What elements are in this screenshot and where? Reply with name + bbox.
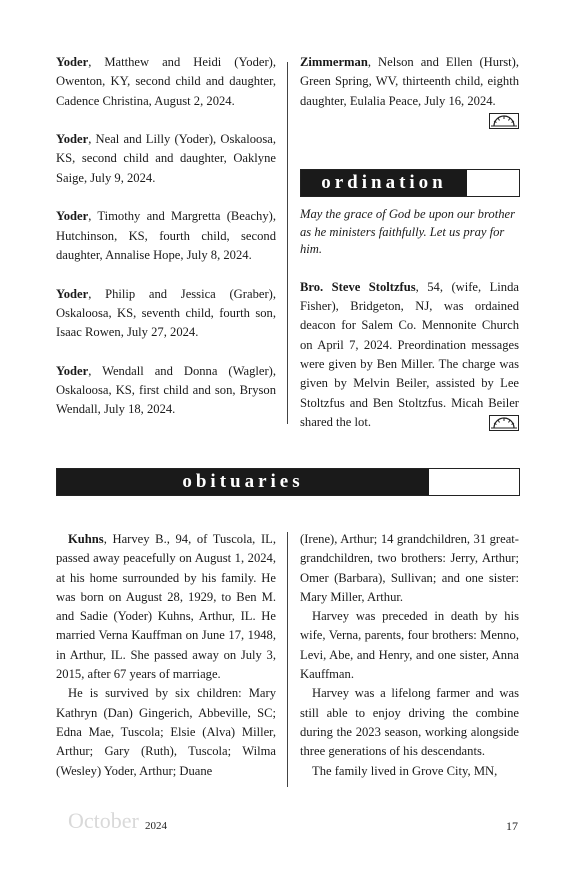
birth-text: , Neal and Lilly (Yoder), Oskaloosa, KS, second child and daughter, Oaklyne Saige, July 9, 2024. bbox=[56, 132, 276, 185]
obituaries-title: obituaries bbox=[57, 469, 429, 495]
obituary-left-column bbox=[56, 530, 276, 781]
birth-text: , Wendall and Donna (Wagler), Oskaloosa, KS, first child and son, Bryson Wendall, July 18, 2024. bbox=[56, 363, 276, 417]
obituary-name: Kuhns bbox=[68, 532, 104, 546]
ordination-name: Bro. Steve Stoltzfus bbox=[300, 279, 416, 294]
births-left-column bbox=[56, 53, 276, 439]
obituary-paragraph bbox=[56, 530, 276, 684]
obituary-paragraph: Harvey was a lifelong farmer and was still able to enjoy driving the combine during the 2023 season, working alongside three generations of his descendants. bbox=[300, 686, 519, 759]
birth-entry bbox=[56, 207, 276, 265]
birth-surname: Yoder bbox=[56, 286, 89, 301]
obituary-text: , Harvey B., 94, of Tuscola, IL, passed away peacefully on August 1, 2024, at his home surrounded by his family. He was born on August 28, 1929, to Ben M. and Sadie (Yoder) Kuhns, Arthur, IL. He married Verna Kauffman on June 17, 1948, in Arthur, IL. She passed away on July 3, 2015, after 67 years of marriage. bbox=[56, 532, 276, 682]
births-right-column bbox=[300, 53, 519, 129]
column-divider bbox=[287, 532, 288, 787]
birth-surname: Yoder bbox=[56, 209, 89, 224]
birth-surname: Yoder bbox=[56, 363, 89, 378]
sunrise-end-mark-icon bbox=[489, 113, 519, 129]
birth-text: , Matthew and Heidi (Yoder), Owenton, KY, second child and daughter, Cadence Christina, August 2, 2024. bbox=[56, 55, 276, 108]
column-divider bbox=[287, 62, 288, 424]
obituary-paragraph: (Irene), Arthur; 14 grandchildren, 31 great-grandchildren, two brothers: Jerry, Arthur; Omer (Barbara), Sullivan; and one sister: Mary Miller, Arthur. bbox=[300, 532, 519, 604]
birth-entry bbox=[300, 53, 519, 111]
obituary-paragraph: He is survived by six children: Mary Kathryn (Dan) Gingerich, Abbeville, SC; Edna Mae, Tuscola; Elsie (Alva) Miller, Arthur; Gary (Ruth), Tuscola; Wilma (Wesley) Yoder, Arthur; Duane bbox=[56, 686, 276, 778]
birth-entry bbox=[56, 362, 276, 420]
footer-year: 2024 bbox=[145, 820, 167, 832]
page-number: 17 bbox=[506, 819, 518, 833]
birth-entry bbox=[56, 285, 276, 343]
ordination-title: ordination bbox=[301, 170, 467, 196]
footer-month: October bbox=[68, 808, 139, 833]
obituary-paragraph: Harvey was preceded in death by his wife, Verna, parents, four brothers: Menno, Levi, Abe, and Henry, and one sister, Anna Kauffman. bbox=[300, 609, 519, 682]
birth-surname: Yoder bbox=[56, 132, 89, 147]
birth-surname: Zimmerman bbox=[300, 55, 368, 69]
birth-text: , Timothy and Margretta (Beachy), Hutchinson, KS, fourth child, second daughter, Annalise Hope, July 8, 2024. bbox=[56, 209, 276, 262]
sunrise-end-mark-icon bbox=[489, 415, 519, 431]
birth-text: , Philip and Jessica (Graber), Oskaloosa, KS, seventh child, fourth son, Isaac Rowen, July 27, 2024. bbox=[56, 286, 276, 340]
birth-surname: Yoder bbox=[56, 55, 89, 69]
ordination-column bbox=[300, 206, 519, 432]
ordination-entry bbox=[300, 278, 519, 432]
ordination-prayer: May the grace of God be upon our brother as he ministers faithfully. Let us pray for him. bbox=[300, 207, 515, 256]
ordination-text: , 54, (wife, Linda Fisher), Bridgeton, NJ, was ordained deacon for Salem Co. Mennonite Church on April 7, 2024. Preordination messages were given by Ben Miller. The charge was given by Melvin Beiler, assisted by Lee Stoltzfus and Ben Stoltzfus. Micah Beiler shared the lot. bbox=[300, 279, 519, 429]
birth-entry bbox=[56, 130, 276, 188]
obituaries-header bbox=[56, 468, 520, 496]
birth-text: , Nelson and Ellen (Hurst), Green Spring, WV, thirteenth child, eighth daughter, Eulalia Peace, July 16, 2024. bbox=[300, 55, 519, 108]
obituary-right-column bbox=[300, 530, 519, 781]
ordination-header bbox=[300, 169, 520, 197]
birth-entry bbox=[56, 53, 276, 111]
obituary-paragraph: The family lived in Grove City, MN, bbox=[312, 763, 498, 778]
